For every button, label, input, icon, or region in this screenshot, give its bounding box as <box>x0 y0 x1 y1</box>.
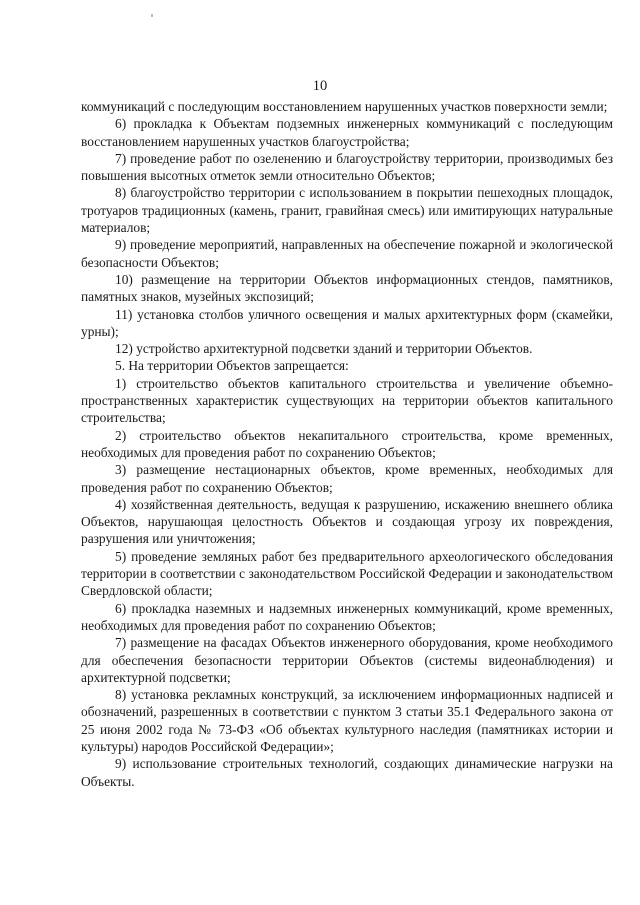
prohibited-item-2: 2) строительство объектов некапитального строительства, кроме временных, необходимых для проведения работ по сохранению Объектов; <box>81 427 613 460</box>
paragraph-item-10: 10) размещение на территории Объектов информационных стендов, памятников, памятных знаков, музейных экспозиций; <box>81 271 613 305</box>
prohibited-item-9: 9) использование строительных технологий, создающих динамические нагрузки на Объекты. <box>81 756 613 789</box>
page-number: 10 <box>312 78 328 94</box>
paragraph-item-9: 9) проведение мероприятий, направленных на обеспечение пожарной и экологической безопасности Объектов; <box>81 237 613 270</box>
prohibited-item-8: 8) установка рекламных конструкций, за исключением информационных надписей и обозначений, разрешенных в соответствии с пунктом 3 статьи 35.1 Федерального закона от 25 июня 2002 года № 73-ФЗ «Об объектах культурного наследия (памятниках истории и культуры) народов Российской Федерации»; <box>81 687 613 754</box>
paragraph-item-6: 6) прокладка к Объектам подземных инженерных коммуникаций с последующим восстановлением нарушенных участков благоустройства; <box>81 116 613 149</box>
paragraph-continuation: коммуникаций с последующим восстановлением нарушенных участков поверхности земли; <box>81 99 608 114</box>
prohibited-item-7: 7) размещение на фасадах Объектов инженерного оборудования, кроме необходимого для обеспечения безопасности территории Объектов (системы видеонаблюдения) и архитектурной подсветки; <box>81 635 613 685</box>
prohibited-item-6: 6) прокладка наземных и надземных инженерных коммуникаций, кроме временных, необходимых для проведения работ по сохранению Объектов; <box>81 600 613 633</box>
paragraph-item-7: 7) проведение работ по озеленению и благоустройству территории, производимых без повышения высотных отметок земли относительно Объектов; <box>81 150 613 184</box>
scan-speck <box>151 14 153 17</box>
document-body <box>81 98 613 790</box>
paragraph-item-12: 12) устройство архитектурной подсветки зданий и территории Объектов. <box>115 341 533 357</box>
paragraph-item-11: 11) установка столбов уличного освещения и малых архитектурных форм (скамейки, урны); <box>81 306 613 339</box>
section-heading-5: 5. На территории Объектов запрещается: <box>115 358 349 374</box>
prohibited-item-1: 1) строительство объектов капитального строительства и увеличение объемно-пространственных характеристик существующих на территории объектов капитального строительства; <box>81 375 613 426</box>
paragraph-item-8: 8) благоустройство территории с использованием в покрытии пешеходных площадок, тротуаров традиционных (камень, гранит, гравийная смесь) или имитирующих натуральные материалов; <box>81 185 613 236</box>
prohibited-item-3: 3) размещение нестационарных объектов, кроме временных, необходимых для проведения работ по сохранению Объектов; <box>81 462 613 495</box>
prohibited-item-5: 5) проведение земляных работ без предварительного археологического обследования территории в соответствии с законодательством Российской Федерации и законодательством Свердловской области; <box>81 548 613 599</box>
prohibited-item-4: 4) хозяйственная деятельность, ведущая к разрушению, искажению внешнего облика Объектов, нарушающая целостность Объектов и создающая угрозу их повреждения, разрушения или уничтожения; <box>81 496 613 547</box>
